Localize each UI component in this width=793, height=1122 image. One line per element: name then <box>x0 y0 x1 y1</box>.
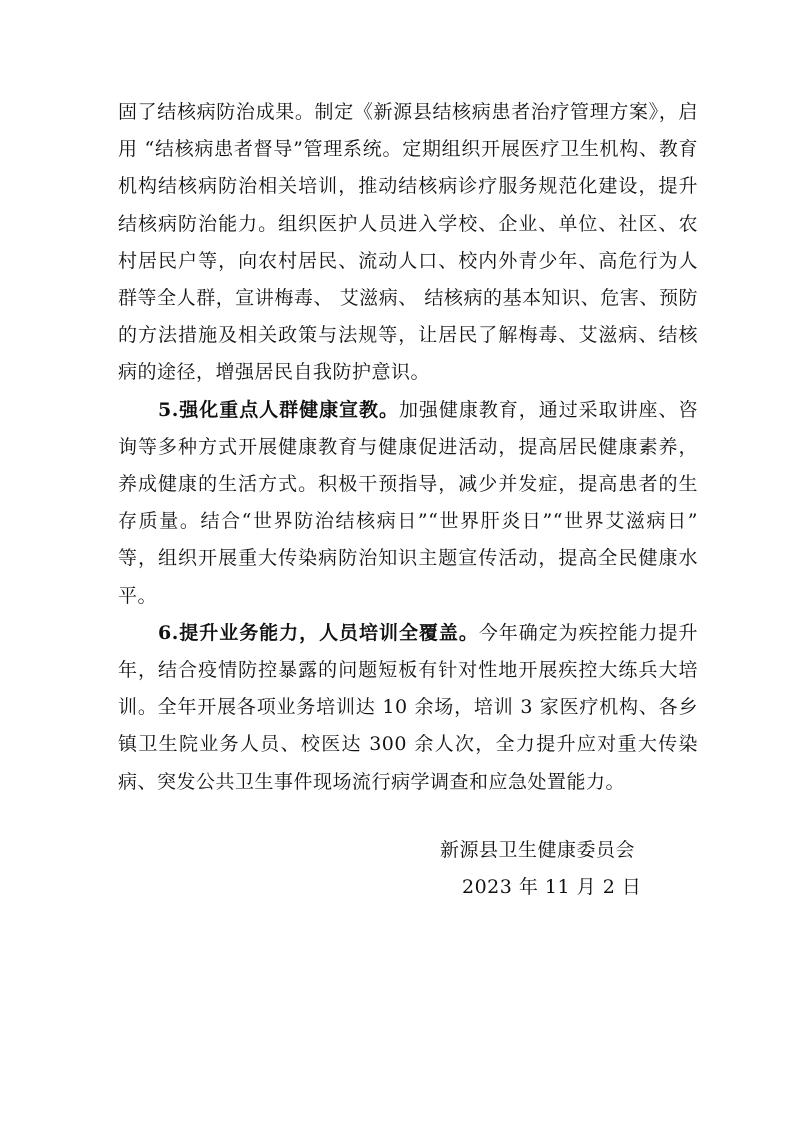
section-6-body: 今年确定为疾控能力提升年，结合疫情防控暴露的问题短板有针对性地开展疾控大练兵大培训。全年开展各项业务培训达 10 余场，培训 3 家医疗机构、各乡镇卫生院业务人员、校医达 300 余人次，全力提升应对重大传染病、突发公共卫生事件现场流行病学调查和应急处置能力。 <box>118 621 698 793</box>
signature-block <box>440 832 680 906</box>
document-body <box>118 94 698 801</box>
section-5-heading: 5.强化重点人群健康宣教。 <box>158 398 399 421</box>
paragraph-continued: 固了结核病防治成果。制定《新源县结核病患者治疗管理方案》，启用 “结核病患者督导”管理系统。定期组织开展医疗卫生机构、教育机构结核病防治相关培训，推动结核病诊疗服务规范化建设，提升结核病防治能力。组织医护人员进入学校、企业、单位、社区、农村居民户等，向农村居民、流动人口、校内外青少年、高危行为人群等全人群，宣讲梅毒、 艾滋病、 结核病的基本知识、危害、预防的方法措施及相关政策与法规等，让居民了解梅毒、艾滋病、结核病的途径，增强居民自我防护意识。 <box>118 101 698 384</box>
signature-date: 2023 年 11 月 2 日 <box>462 876 642 898</box>
signature-organization: 新源县卫生健康委员会 <box>440 839 636 861</box>
section-6-paragraph <box>118 615 698 801</box>
section-5-body: 加强健康教育，通过采取讲座、咨询等多种方式开展健康教育与健康促进活动，提高居民健康素养，养成健康的生活方式。积极干预指导，减少并发症，提高患者的生存质量。结合“世界防治结核病日”“世界肝炎日”“世界艾滋病日” 等，组织开展重大传染病防治知识主题宣传活动，提高全民健康水平。 <box>118 398 698 607</box>
section-5-paragraph <box>118 392 698 615</box>
section-6-heading: 6.提升业务能力，人员培训全覆盖。 <box>158 621 479 644</box>
